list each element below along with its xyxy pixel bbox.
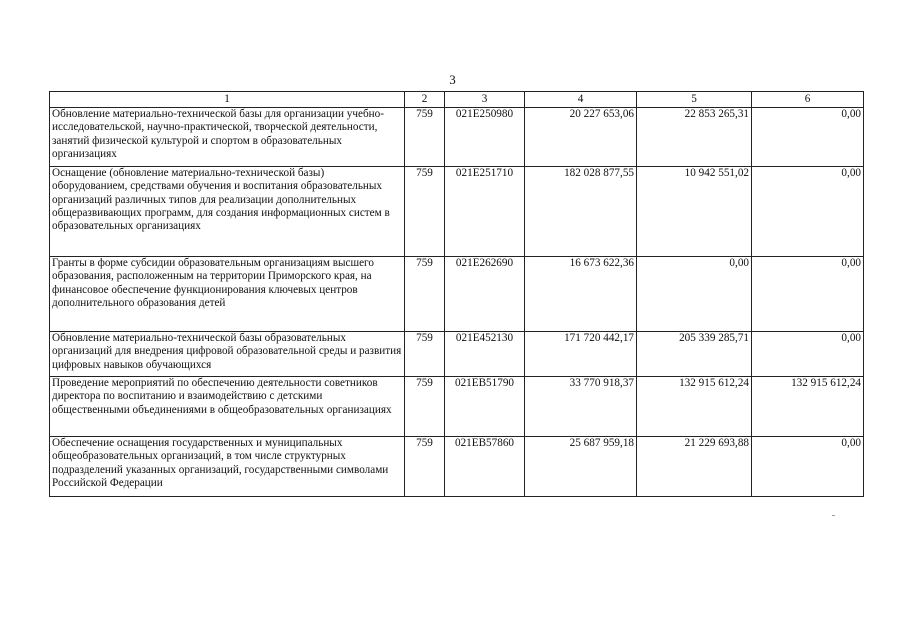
table-row [50,108,864,167]
row-ved-code: 759 [405,332,445,377]
table-row [50,332,864,377]
budget-table [49,91,864,497]
row-value-col-6: 0,00 [752,167,864,257]
row-value-col-5: 22 853 265,31 [637,108,752,167]
row-value-col-4: 171 720 442,17 [525,332,637,377]
row-value-col-4: 16 673 622,36 [525,257,637,332]
table-row [50,257,864,332]
row-value-col-4: 182 028 877,55 [525,167,637,257]
page-number: 3 [449,72,456,87]
row-csr-code: 021EB51790 [445,377,525,437]
row-value-col-5: 10 942 551,02 [637,167,752,257]
row-ved-code: 759 [405,108,445,167]
row-value-col-4: 20 227 653,06 [525,108,637,167]
row-value-col-4: 33 770 918,37 [525,377,637,437]
row-name: Оснащение (обновление материально-технической базы) оборудованием, средствами обучения и воспитания образовательных организаций различных типов для реализации дополнительных общеразвивающих программ, для создания информационных систем в образовательных организациях [50,167,405,257]
row-name: Обновление материально-технической базы образовательных организаций для внедрения цифровой образовательной среды и развития цифровых навыков обучающихся [50,332,405,377]
row-value-col-6: 0,00 [752,108,864,167]
table-header-row [50,92,864,108]
row-name: Гранты в форме субсидии образовательным организациям высшего образования, расположенным на территории Приморского края, на финансовое обеспечение функционирования ключевых центров дополнительного образования детей [50,257,405,332]
header-col-4: 4 [525,92,637,108]
header-col-6: 6 [752,92,864,108]
row-csr-code: 021E251710 [445,167,525,257]
row-csr-code: 021E262690 [445,257,525,332]
row-name: Проведение мероприятий по обеспечению деятельности советников директора по воспитанию и взаимодействию с детскими общественными объединениями в общеобразовательных организациях [50,377,405,437]
header-col-1: 1 [50,92,405,108]
row-value-col-6: 0,00 [752,332,864,377]
row-value-col-6: 0,00 [752,257,864,332]
table-row [50,437,864,497]
header-col-3: 3 [445,92,525,108]
header-col-2: 2 [405,92,445,108]
row-value-col-6: 0,00 [752,437,864,497]
row-value-col-5: 0,00 [637,257,752,332]
row-name: Обновление материально-технической базы для организации учебно-исследовательской, научно-практической, творческой деятельности, занятий физической культурой и спортом в образовательных организациях [50,108,405,167]
table-row [50,167,864,257]
row-ved-code: 759 [405,437,445,497]
row-csr-code: 021EB57860 [445,437,525,497]
row-name: Обеспечение оснащения государственных и муниципальных общеобразовательных организаций, в том числе структурных подразделений указанных организаций, государственными символами Российской Федерации [50,437,405,497]
row-csr-code: 021E250980 [445,108,525,167]
row-value-col-5: 132 915 612,24 [637,377,752,437]
table-row [50,377,864,437]
row-ved-code: 759 [405,377,445,437]
row-value-col-5: 21 229 693,88 [637,437,752,497]
row-csr-code: 021E452130 [445,332,525,377]
row-value-col-5: 205 339 285,71 [637,332,752,377]
row-value-col-4: 25 687 959,18 [525,437,637,497]
scan-artifact [832,515,835,516]
header-col-5: 5 [637,92,752,108]
row-value-col-6: 132 915 612,24 [752,377,864,437]
row-ved-code: 759 [405,257,445,332]
row-ved-code: 759 [405,167,445,257]
